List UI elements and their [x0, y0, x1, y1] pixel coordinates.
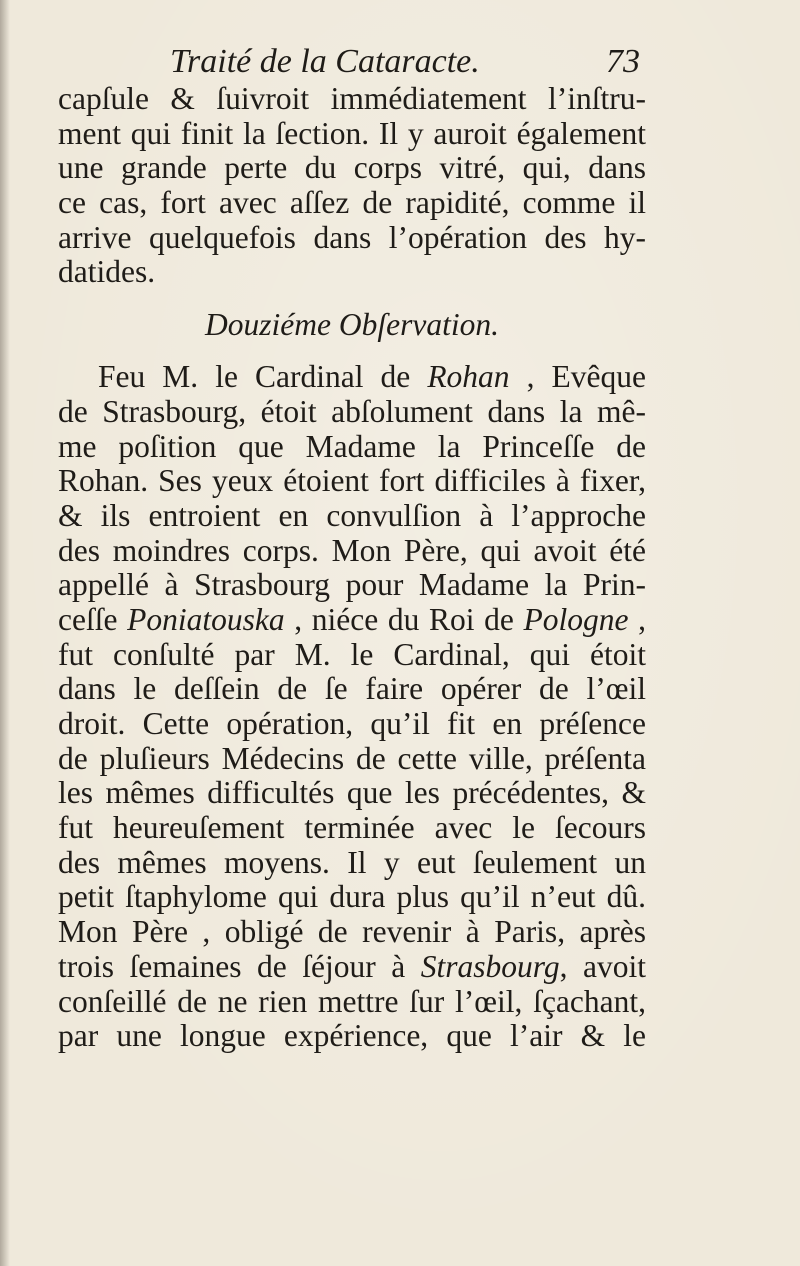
text-line: des moindres corps. Mon Père, qui avoit été [58, 532, 646, 568]
page-number: 73 [606, 43, 640, 80]
text-line: trois ſemaines de ſéjour à Strasbourg, avoit [58, 948, 646, 984]
text-line: par une longue expérience, que l’air & le [58, 1018, 646, 1054]
text-line: droit. Cette opération, qu’il fit en préſence [58, 706, 646, 741]
text-line: petit ſtaphylome qui dura plus qu’il n’eut dû. [58, 879, 646, 915]
text-line: Mon Père , obligé de revenir à Paris, après [58, 914, 646, 950]
body-text [58, 82, 646, 1054]
running-title: Traité de la Cataracte. [170, 43, 480, 80]
binding-edge [0, 0, 10, 1266]
text-line: ment qui finit la ſection. Il y auroit également [58, 115, 646, 151]
text-line: datides. [58, 254, 156, 290]
text-line: Feu M. le Cardinal de Rohan , Evêque [98, 359, 646, 395]
page-header [170, 40, 640, 84]
name-poniatouska: Poniatouska [127, 601, 285, 637]
text-line: fut heureuſement terminée avec le ſecours [58, 810, 646, 846]
text-line: ceſſe Poniatouska , niéce du Roi de Pologne , [58, 601, 646, 637]
text-line: & ils entroient en convulſion à l’approche [58, 497, 646, 533]
section-heading: Douziéme Obſervation. [205, 307, 499, 343]
name-rohan: Rohan [427, 359, 510, 395]
text-line: dans le deſſein de ſe faire opérer de l’œil [58, 671, 646, 707]
text-line: me poſition que Madame la Princeſſe de [58, 428, 646, 464]
text-line: les mêmes difficultés que les précédentes, & [58, 775, 646, 811]
text-line: de Strasbourg, étoit abſolument dans la mê- [58, 393, 646, 429]
text-line: appellé à Strasbourg pour Madame la Prin- [58, 567, 646, 603]
text-line: de pluſieurs Médecins de cette ville, préſenta [58, 740, 646, 776]
text-line: une grande perte du corps vitré, qui, dans [58, 150, 646, 186]
text-line: arrive quelquefois dans l’opération des hy- [58, 219, 646, 255]
name-strasbourg: Strasbourg [420, 948, 560, 984]
text-line: des mêmes moyens. Il y eut ſeulement un [58, 844, 646, 880]
text-line: capſule & ſuivroit immédiatement l’inſtru- [58, 81, 646, 116]
text-line: Rohan. Ses yeux étoient fort difficiles à fixer, [58, 463, 646, 499]
text-line: conſeillé de ne rien mettre ſur l’œil, ſçachant, [58, 983, 646, 1019]
text-line: fut conſulté par M. le Cardinal, qui étoit [58, 636, 646, 672]
text-line: ce cas, fort avec aſſez de rapidité, comme il [58, 185, 646, 221]
name-pologne: Pologne [523, 601, 629, 637]
